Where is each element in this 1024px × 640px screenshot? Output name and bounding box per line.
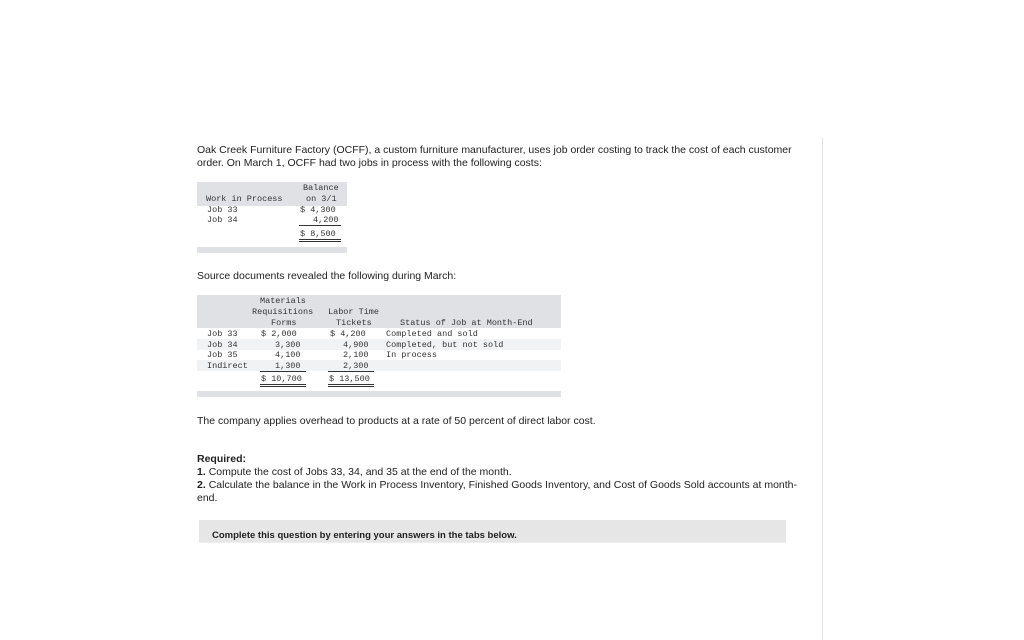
source-intro: Source documents revealed the following during March: (197, 270, 457, 282)
header-status: Status of Job at Month-End (400, 318, 533, 328)
row-stripe (197, 360, 561, 371)
header-materials-2: Requisitions (252, 307, 314, 317)
total-double-rule-2 (299, 241, 341, 242)
overhead-paragraph: The company applies overhead to products at a rate of 50 percent of direct labor cost. (197, 415, 596, 427)
labor-total: $ 13,500 (329, 374, 370, 384)
banner-text: Complete this question by entering your answers in the tabs below. (212, 530, 517, 541)
materials-subtotal-rule (260, 371, 306, 372)
item-number: 1. (197, 466, 206, 478)
total-double-rule-1 (299, 239, 341, 240)
table-footer-bar (197, 391, 561, 397)
item-text: Compute the cost of Jobs 33, 34, and 35 at the end of the month. (208, 466, 512, 478)
status-job35: In process (386, 350, 438, 360)
intro-paragraph: Oak Creek Furniture Factory (OCFF), a custom furniture manufacturer, uses job order costing to track the cost of each customer order. On March 1, OCFF had two jobs in process with the following costs: (197, 144, 792, 169)
materials-job33: $ 2,000 (261, 329, 297, 339)
item-text: Calculate the balance in the Work in Process Inventory, Finished Goods Inventory, and Cost of Goods Sold accounts at month-end. (197, 479, 798, 504)
header-labor-2: Tickets (336, 318, 372, 328)
required-item-2 (197, 479, 797, 505)
header-labor-1: Labor Time (328, 307, 380, 317)
labor-subtotal-rule (328, 371, 374, 372)
value-job34: 4,200 (313, 215, 339, 225)
status-job34: Completed, but not sold (386, 340, 504, 350)
row-label-indirect: Indirect (207, 361, 248, 371)
labor-indirect: 2,300 (343, 361, 369, 371)
item-number: 2. (197, 479, 206, 491)
row-label-job35: Job 35 (207, 350, 238, 360)
instruction-banner (199, 520, 786, 542)
row-header-wip: Work in Process (206, 194, 283, 204)
col-header-date: on 3/1 (306, 194, 337, 204)
banner-bottom-rule (199, 542, 786, 543)
value-job33: $ 4,300 (300, 205, 336, 215)
status-job33: Completed and sold (386, 329, 478, 339)
required-item-1 (197, 466, 797, 479)
table-footer-bar (197, 247, 347, 253)
materials-job34: 3,300 (275, 340, 301, 350)
materials-total: $ 10,700 (261, 374, 302, 384)
value-total: $ 8,500 (300, 229, 336, 239)
required-section (197, 453, 797, 505)
header-materials-1: Materials (260, 296, 306, 306)
materials-job35: 4,100 (275, 350, 301, 360)
materials-total-rule-2 (260, 386, 306, 387)
materials-total-rule-1 (260, 384, 306, 385)
row-label-job34: Job 34 (207, 215, 238, 225)
source-documents-table (197, 294, 561, 398)
labor-total-rule-2 (328, 386, 374, 387)
header-materials-3: Forms (271, 318, 297, 328)
row-stripe (197, 339, 561, 350)
required-heading: Required: (197, 453, 247, 465)
row-label-job33: Job 33 (207, 329, 238, 339)
row-label-job34: Job 34 (207, 340, 238, 350)
col-header-balance: Balance (303, 183, 339, 193)
labor-total-rule-1 (328, 384, 374, 385)
labor-job34: 4,900 (343, 340, 369, 350)
labor-job33: $ 4,200 (330, 329, 366, 339)
labor-job35: 2,100 (343, 350, 369, 360)
subtotal-rule (299, 225, 341, 226)
wip-balance-table (197, 180, 347, 253)
materials-indirect: 1,300 (275, 361, 301, 371)
row-label-job33: Job 33 (207, 205, 238, 215)
right-divider (822, 138, 823, 640)
